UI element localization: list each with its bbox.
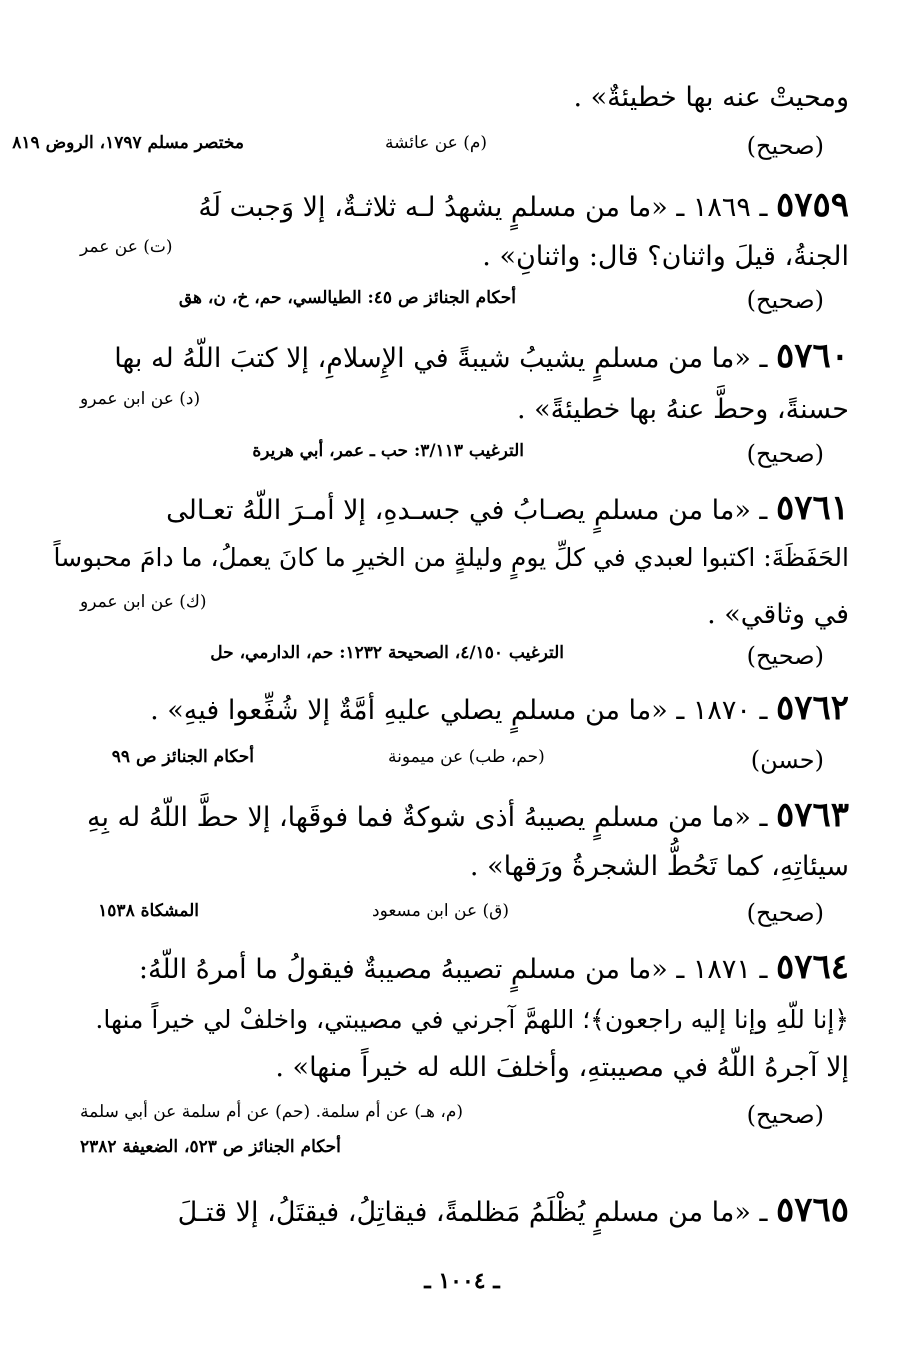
hadith-line [300, 237, 849, 277]
hadith-text: ـ «ما من مسلمٍ يصيبهُ أذى شوكةٌ فما فوقَها، إلا حطَّ اللّهُ له بِهِ [86, 802, 768, 833]
hadith-line [70, 795, 849, 838]
hadith-text: في وثاقي» . [707, 599, 849, 630]
grade-label: (صحيح) [746, 642, 824, 670]
hadith-text: ـ «ما من مسلمٍ يصـابُ في جسـدهِ، إلا أمـرَ اللّهُ تعـالى [166, 495, 768, 526]
hadith-text: إلا آجرهُ اللّهُ في مصيبتهِ، وأخلفَ الله له خيراً منها» . [275, 1052, 849, 1083]
hadith-number: ٥٧٦٣ [775, 795, 849, 835]
narrator-label: (م) عن عائشة [385, 133, 488, 153]
text-line [70, 78, 849, 118]
grade-label: (صحيح) [746, 286, 824, 314]
hadith-text: سيئاتِهِ، كما تَحُطُّ الشجرةُ ورَقها» . [469, 851, 849, 882]
page-number: ـ ١٠٠٤ ـ [424, 1268, 500, 1294]
hadith-text: حسنةً، وحطَّ عنهُ بها خطيئةً» . [516, 394, 849, 425]
hadith-text: ﴿إنا للّهِ وإنا إليه راجعون﴾؛ اللهمَّ آجرني في مصيبتي، واخلفْ لي خيراً منها. [95, 1005, 849, 1034]
grade-label: (صحيح) [746, 899, 824, 927]
hadith-line [70, 947, 849, 990]
hadith-number: ٥٧٥٩ [775, 185, 849, 225]
hadith-number: ٥٧٦٢ [775, 688, 849, 728]
hadith-line [600, 595, 849, 635]
hadith-line [70, 488, 849, 531]
hadith-text: الحَفَظَةَ: اكتبوا لعبدي في كلِّ يومٍ وليلةٍ من الخيرِ ما كانَ يعملُ، ما دامَ محبوساً [53, 543, 849, 572]
hadith-text: الجنةُ، قيلَ واثنان؟ قال: واثنانِ» . [482, 241, 849, 272]
source-reference: أحكام الجنائز ص ٩٩ [111, 747, 254, 767]
grade-label: (صحيح) [746, 440, 824, 468]
source-reference: أحكام الجنائز ص ٤٥: الطيالسي، حم، خ، ن، هق [178, 288, 516, 308]
narrator-label: (م، هـ) عن أم سلمة. (حم) عن أم سلمة عن أبي سلمة [80, 1102, 463, 1122]
hadith-number: ٥٧٦٥ [775, 1190, 849, 1230]
source-reference: الترغيب ٤/١٥٠، الصحيحة ١٢٣٢: حم، الدارمي، حل [210, 643, 564, 663]
hadith-line [53, 538, 849, 578]
narrator-label: (د) عن ابن عمرو [80, 389, 201, 409]
hadith-text: ـ «ما من مسلمٍ يشيبُ شيبةً في الإِسلامِ، إلا كتبَ اللّهُ له بها [114, 343, 768, 374]
hadith-text: ـ ١٨٧١ ـ «ما من مسلمٍ تصيبهُ مصيبةٌ فيقولُ ما أمرهُ اللّهُ: [138, 954, 768, 985]
hadith-line [70, 688, 849, 731]
hadith-line [340, 390, 849, 430]
hadith-number: ٥٧٦١ [775, 488, 849, 528]
hadith-number: ٥٧٦٠ [775, 336, 849, 376]
narrator-label: (ت) عن عمر [80, 237, 173, 257]
source-reference: الترغيب ٣/١١٣: حب ـ عمر، أبي هريرة [252, 441, 524, 461]
hadith-line [70, 185, 849, 228]
narrator-label: (ق) عن ابن مسعود [372, 901, 509, 921]
hadith-line [70, 336, 849, 379]
source-reference: أحكام الجنائز ص ٥٢٣، الضعيفة ٢٣٨٢ [80, 1137, 341, 1157]
hadith-line [380, 847, 849, 887]
hadith-line [70, 1000, 849, 1040]
grade-label: (صحيح) [746, 1101, 824, 1129]
hadith-text: ومحيتْ عنه بها خطيئةٌ» . [573, 82, 849, 113]
grade-label: (صحيح) [746, 132, 824, 160]
source-reference: المشكاة ١٥٣٨ [98, 901, 199, 921]
hadith-text: ـ ١٨٦٩ ـ «ما من مسلمٍ يشهدُ لـه ثلاثـةٌ، إلا وَجبت لَهُ [198, 192, 768, 223]
grade-label: (حسن) [750, 746, 824, 774]
hadith-line [275, 1048, 849, 1088]
hadith-number: ٥٧٦٤ [775, 947, 849, 987]
narrator-label: (حم، طب) عن ميمونة [388, 747, 545, 767]
source-reference: مختصر مسلم ١٧٩٧، الروض ٨١٩ [12, 133, 244, 153]
hadith-text: ـ «ما من مسلمٍ يُظْلَمُ مَظلمةً، فيقاتِلُ، فيقتَلُ، إلا قتـلَ [177, 1197, 768, 1228]
hadith-text: ـ ١٨٧٠ ـ «ما من مسلمٍ يصلي عليهِ أمَّةٌ إلا شُفِّعوا فيهِ» . [150, 695, 768, 726]
narrator-label: (ك) عن ابن عمرو [80, 592, 207, 612]
hadith-line [70, 1190, 849, 1233]
